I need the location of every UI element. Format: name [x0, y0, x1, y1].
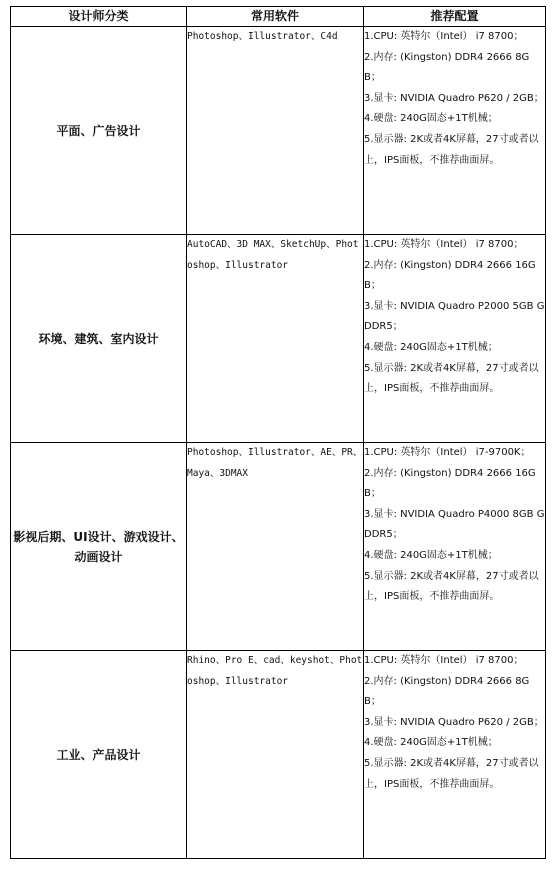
config-storage: 4.硬盘: 240G固态+1T机械； [364, 113, 498, 125]
recommendation-table [10, 6, 546, 859]
category-cell: 工业、产品设计 [11, 651, 187, 859]
config-monitor: 5.显示器: 2K或者4K屏幕，27寸或者以上，IPS面板，不推荐曲面屏。 [364, 362, 539, 395]
config-cpu: 1.CPU: 英特尔（Intel） i7 8700； [364, 655, 524, 666]
document-page [10, 6, 546, 859]
config-cpu: 1.CPU: 英特尔（Intel） i7-9700K； [364, 447, 531, 458]
config-storage: 4.硬盘: 240G固态+1T机械； [364, 341, 498, 353]
config-memory: 2.内存: (Kingston) DDR4 2666 8GB； [364, 675, 530, 708]
header-category: 设计师分类 [11, 7, 187, 27]
table-row [11, 235, 546, 443]
config-cell [364, 27, 546, 235]
config-cpu: 1.CPU: 英特尔（Intel） i7 8700； [364, 31, 524, 42]
config-monitor: 5.显示器: 2K或者4K屏幕，27寸或者以上，IPS面板，不推荐曲面屏。 [364, 570, 539, 603]
config-cell [364, 443, 546, 651]
category-cell: 平面、广告设计 [11, 27, 187, 235]
config-gpu: 3.显卡: NVIDIA Quadro P4000 8GB GDDR5； [364, 508, 545, 541]
config-gpu: 3.显卡: NVIDIA Quadro P620 / 2GB； [364, 716, 544, 728]
software-cell: Photoshop、Illustrator、C4d [187, 27, 364, 235]
table-row [11, 651, 546, 859]
software-cell: Rhino、Pro E、cad、keyshot、Photoshop、Illustrator [187, 651, 364, 859]
header-software: 常用软件 [187, 7, 364, 27]
table-row [11, 443, 546, 651]
config-gpu: 3.显卡: NVIDIA Quadro P2000 5GB GDDR5； [364, 300, 545, 333]
config-storage: 4.硬盘: 240G固态+1T机械； [364, 737, 498, 749]
software-cell: Photoshop、Illustrator、AE、PR、Maya、3DMAX [187, 443, 364, 651]
config-cell [364, 235, 546, 443]
config-monitor: 5.显示器: 2K或者4K屏幕，27寸或者以上，IPS面板，不推荐曲面屏。 [364, 133, 539, 166]
config-memory: 2.内存: (Kingston) DDR4 2666 16GB； [364, 259, 536, 292]
header-config: 推荐配置 [364, 7, 546, 27]
config-memory: 2.内存: (Kingston) DDR4 2666 16GB； [364, 467, 536, 500]
config-storage: 4.硬盘: 240G固态+1T机械； [364, 549, 498, 561]
category-cell: 影视后期、UI设计、游戏设计、动画设计 [11, 443, 187, 651]
table-header-row [11, 7, 546, 27]
table-row [11, 27, 546, 235]
config-monitor: 5.显示器: 2K或者4K屏幕，27寸或者以上，IPS面板，不推荐曲面屏。 [364, 757, 539, 790]
config-cpu: 1.CPU: 英特尔（Intel） i7 8700； [364, 239, 524, 250]
config-memory: 2.内存: (Kingston) DDR4 2666 8GB； [364, 51, 530, 84]
software-cell: AutoCAD、3D MAX、SketchUp、Photoshop、Illustrator [187, 235, 364, 443]
config-cell [364, 651, 546, 859]
category-cell: 环境、建筑、室内设计 [11, 235, 187, 443]
config-gpu: 3.显卡: NVIDIA Quadro P620 / 2GB； [364, 92, 544, 104]
